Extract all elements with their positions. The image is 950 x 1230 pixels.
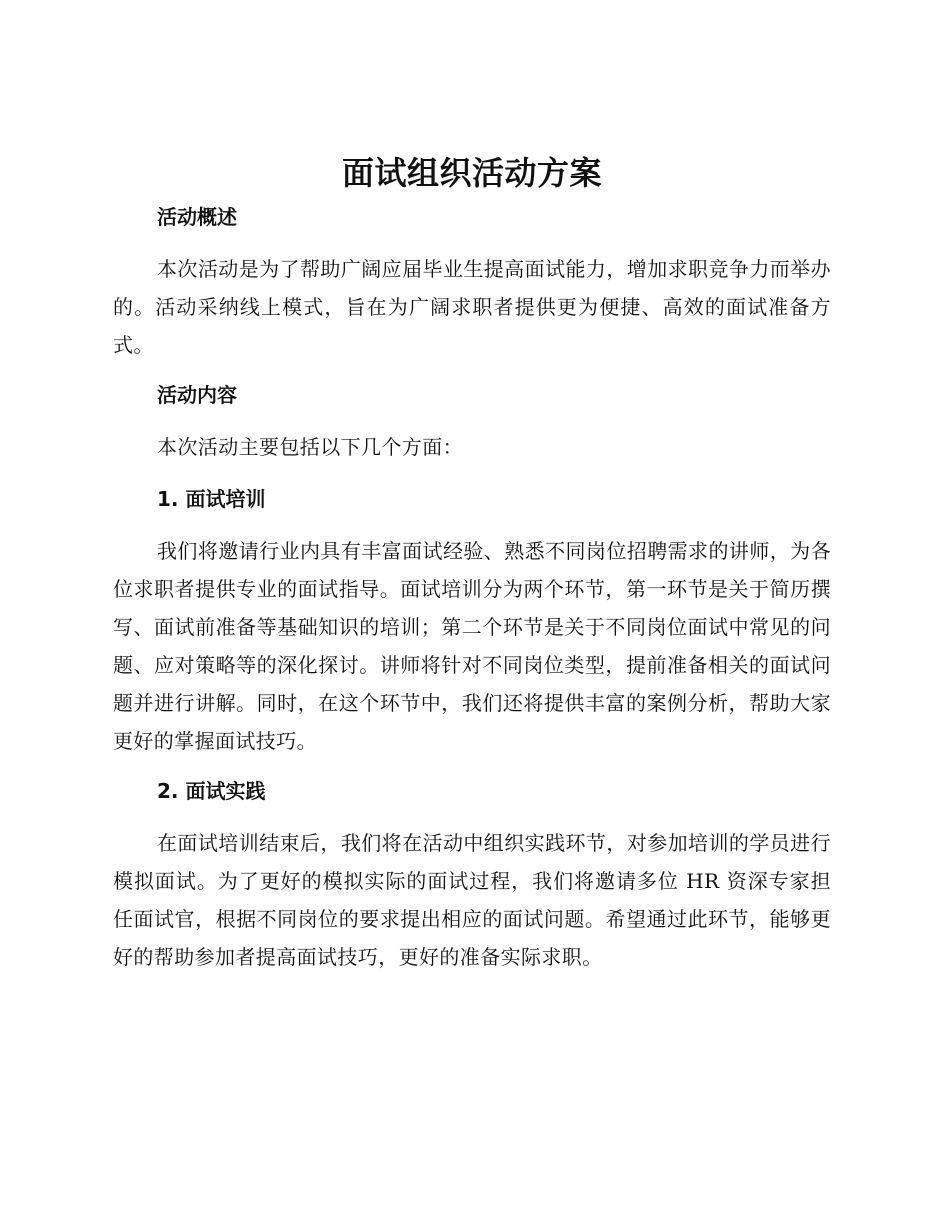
- document-body: [113, 150, 831, 992]
- section-heading-overview: 活动概述: [157, 205, 237, 229]
- document-title: 面试组织活动方案: [341, 154, 602, 192]
- section-heading-training: 1. 面试培训: [157, 487, 266, 511]
- section-heading-practice: 2. 面试实践: [157, 779, 266, 803]
- practice-paragraph: 在面试培训结束后，我们将在活动中组织实践环节，对参加培训的学员进行模拟面试。为了更好的模拟实际的面试过程，我们将邀请多位 HR 资深专家担任面试官，根据不同岗位的要求提出相应的面试问题。希望通过此环节，能够更好的帮助参加者提高面试技巧，更好的准备实际求职。: [113, 831, 831, 969]
- training-paragraph: 我们将邀请行业内具有丰富面试经验、熟悉不同岗位招聘需求的讲师，为各位求职者提供专业的面试指导。面试培训分为两个环节，第一环节是关于简历撰写、面试前准备等基础知识的培训；第二个环节是关于不同岗位面试中常见的问题、应对策略等的深化探讨。讲师将针对不同岗位类型，提前准备相关的面试问题并进行讲解。同时，在这个环节中，我们还将提供丰富的案例分析，帮助大家更好的掌握面试技巧。: [113, 539, 831, 753]
- section-heading-content: 活动内容: [157, 383, 237, 407]
- overview-paragraph: 本次活动是为了帮助广阔应届毕业生提高面试能力，增加求职竞争力而举办的。活动采纳线上模式，旨在为广阔求职者提供更为便捷、高效的面试准备方式。: [113, 257, 831, 357]
- content-intro-paragraph: 本次活动主要包括以下几个方面：: [157, 435, 463, 459]
